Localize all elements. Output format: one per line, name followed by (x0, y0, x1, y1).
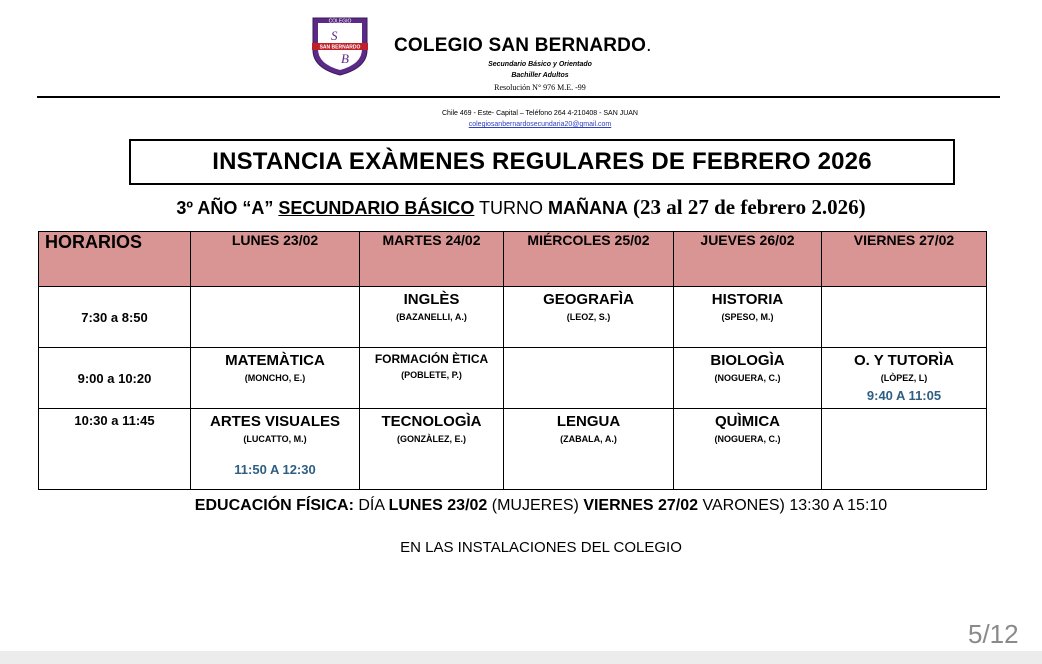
time-note: 11:50 A 12:30 (234, 462, 316, 477)
schedule-cell (191, 409, 360, 490)
schedule-cell (191, 287, 360, 348)
schedule-cell (360, 287, 504, 348)
header-cell: LUNES 23/02 (191, 232, 360, 287)
schedule-cell (504, 348, 674, 409)
subject-name: HISTORIA (711, 291, 784, 308)
schedule-cell (504, 409, 674, 490)
page-title: INSTANCIA EXÀMENES REGULARES DE FEBRERO 2026 (212, 148, 872, 175)
title-box (129, 139, 955, 185)
teacher-name: (LUCATTO, M.) (243, 434, 307, 444)
physical-education-note: EDUCACIÓN FÍSICA: DÍA LUNES 23/02 (MUJERES) VIERNES 27/02 VARONES) 13:30 A 15:10 (194, 497, 888, 514)
schedule-cell (822, 348, 987, 409)
school-line-1: Secundario Básico y Orientado (488, 61, 592, 68)
schedule-cell (822, 287, 987, 348)
schedule-cell (360, 348, 504, 409)
subject-name: TECNOLOGÌA (381, 413, 482, 430)
teacher-name: (NOGUERA, C.) (714, 434, 781, 444)
subject-name: MATEMÀTICA (225, 352, 325, 369)
schedule-cell (360, 409, 504, 490)
teacher-name: (ZABALA, A.) (560, 434, 617, 444)
logo-letter-b: B (341, 51, 349, 66)
subject-name: LENGUA (556, 413, 621, 430)
schedule-cell (674, 409, 822, 490)
table-row (39, 409, 987, 490)
subject-name: FORMACIÓN ÈTICA (374, 352, 489, 366)
schedule-cell (191, 348, 360, 409)
subject-name: BIOLOGÌA (710, 352, 785, 369)
schedule-cell (674, 287, 822, 348)
school-line-2: Bachiller Adultos (511, 72, 569, 79)
school-email-link[interactable]: colegiosanbernardosecundaria20@gmail.com (468, 121, 612, 128)
teacher-name: (BAZANELLI, A.) (396, 312, 467, 322)
table-header-row (39, 232, 987, 287)
viewer-bottom-bar (0, 651, 1042, 664)
header-cell: MIÉRCOLES 25/02 (504, 232, 674, 287)
header-cell: HORARIOS (39, 232, 191, 287)
subject-name: QUÌMICA (715, 413, 780, 430)
subject-name: ARTES VISUALES (209, 413, 341, 430)
header-cell: MARTES 24/02 (360, 232, 504, 287)
table-row (39, 348, 987, 409)
subject-name: GEOGRAFÌA (543, 291, 634, 308)
page-indicator: 5/12 (968, 619, 1019, 649)
teacher-name: (LEOZ, S.) (566, 312, 611, 322)
subject-name: INGLÈS (403, 291, 460, 308)
logo-letter-s: S (331, 28, 338, 43)
time-note: 9:40 A 11:05 (866, 388, 942, 403)
teacher-name: (POBLETE, P.) (401, 370, 462, 380)
logo-top-text: COLEGIO (328, 18, 352, 25)
header-cell: VIERNES 27/02 (822, 232, 987, 287)
table-row (39, 287, 987, 348)
exam-schedule-table (38, 231, 987, 490)
course-subtitle: 3º AÑO “A” SECUNDARIO BÁSICO TURNO MAÑANA (23 al 27 de febrero 2.026) (176, 195, 866, 219)
logo-ribbon-text: SAN BERNARDO (319, 44, 361, 51)
header-divider (37, 96, 1000, 98)
school-resolution: Resolución N° 976 M.E. -99 (494, 83, 586, 92)
time-slot: 10:30 a 11:45 (39, 409, 191, 490)
schedule-cell (504, 287, 674, 348)
subject-name: O. Y TUTORÌA (853, 352, 955, 369)
teacher-name: (NOGUERA, C.) (714, 373, 781, 383)
time-slot: 9:00 a 10:20 (39, 348, 191, 409)
teacher-name: (MONCHO, E.) (244, 373, 306, 383)
installations-note: EN LAS INSTALACIONES DEL COLEGIO (400, 539, 682, 556)
school-address: Chile 469 - Este- Capital – Teléfono 264 4-210408 - SAN JUAN (442, 110, 638, 117)
time-slot: 7:30 a 8:50 (39, 287, 191, 348)
school-crest-logo (311, 16, 369, 76)
schedule-cell (674, 348, 822, 409)
school-name: COLEGIO SAN BERNARDO. (394, 35, 652, 56)
teacher-name: (GONZÀLEZ, E.) (397, 434, 466, 444)
header-cell: JUEVES 26/02 (674, 232, 822, 287)
teacher-name: (LÒPEZ, L) (880, 373, 928, 383)
teacher-name: (SPESO, M.) (721, 312, 774, 322)
schedule-cell (822, 409, 987, 490)
